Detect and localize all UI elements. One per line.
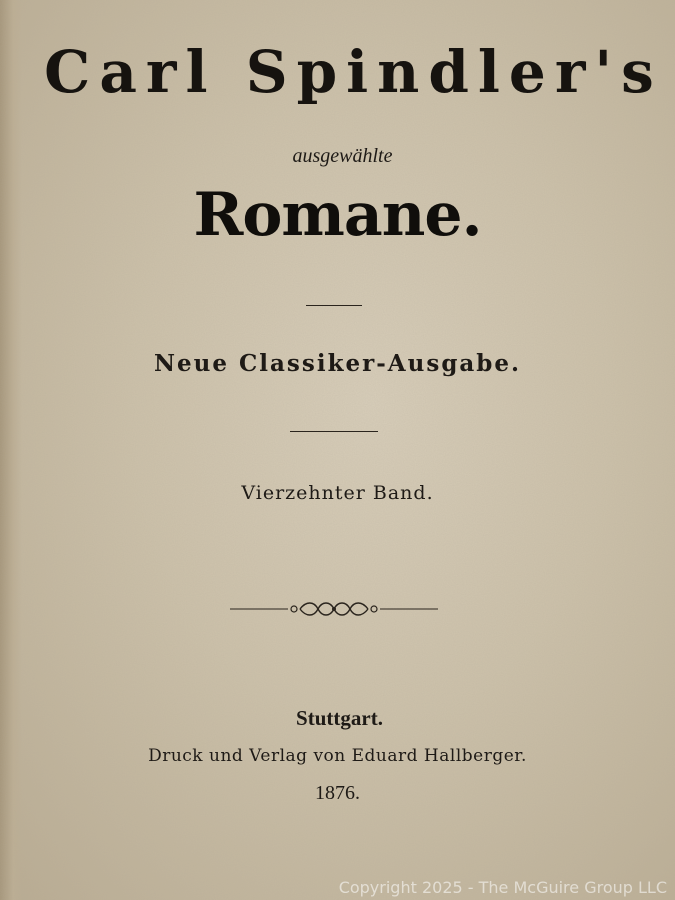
ornament-rule-icon — [230, 598, 438, 620]
descriptor-text: ausgewählte — [292, 145, 393, 167]
volume-text: Vierzehnter Band. — [241, 482, 434, 504]
divider-rule — [290, 431, 378, 432]
divider-rule — [306, 305, 362, 306]
imprint-publisher: Druck und Verlag von Eduard Hallberger. — [148, 746, 527, 766]
edition-text: Neue Classiker-Ausgabe. — [153, 350, 522, 377]
imprint-year: 1876. — [315, 782, 360, 804]
imprint-place: Stuttgart. — [296, 706, 383, 730]
copyright-watermark: Copyright 2025 - The McGuire Group LLC — [338, 878, 667, 897]
author-heading: Carl Spindler's — [44, 38, 663, 106]
main-title: Romane. — [193, 180, 482, 250]
